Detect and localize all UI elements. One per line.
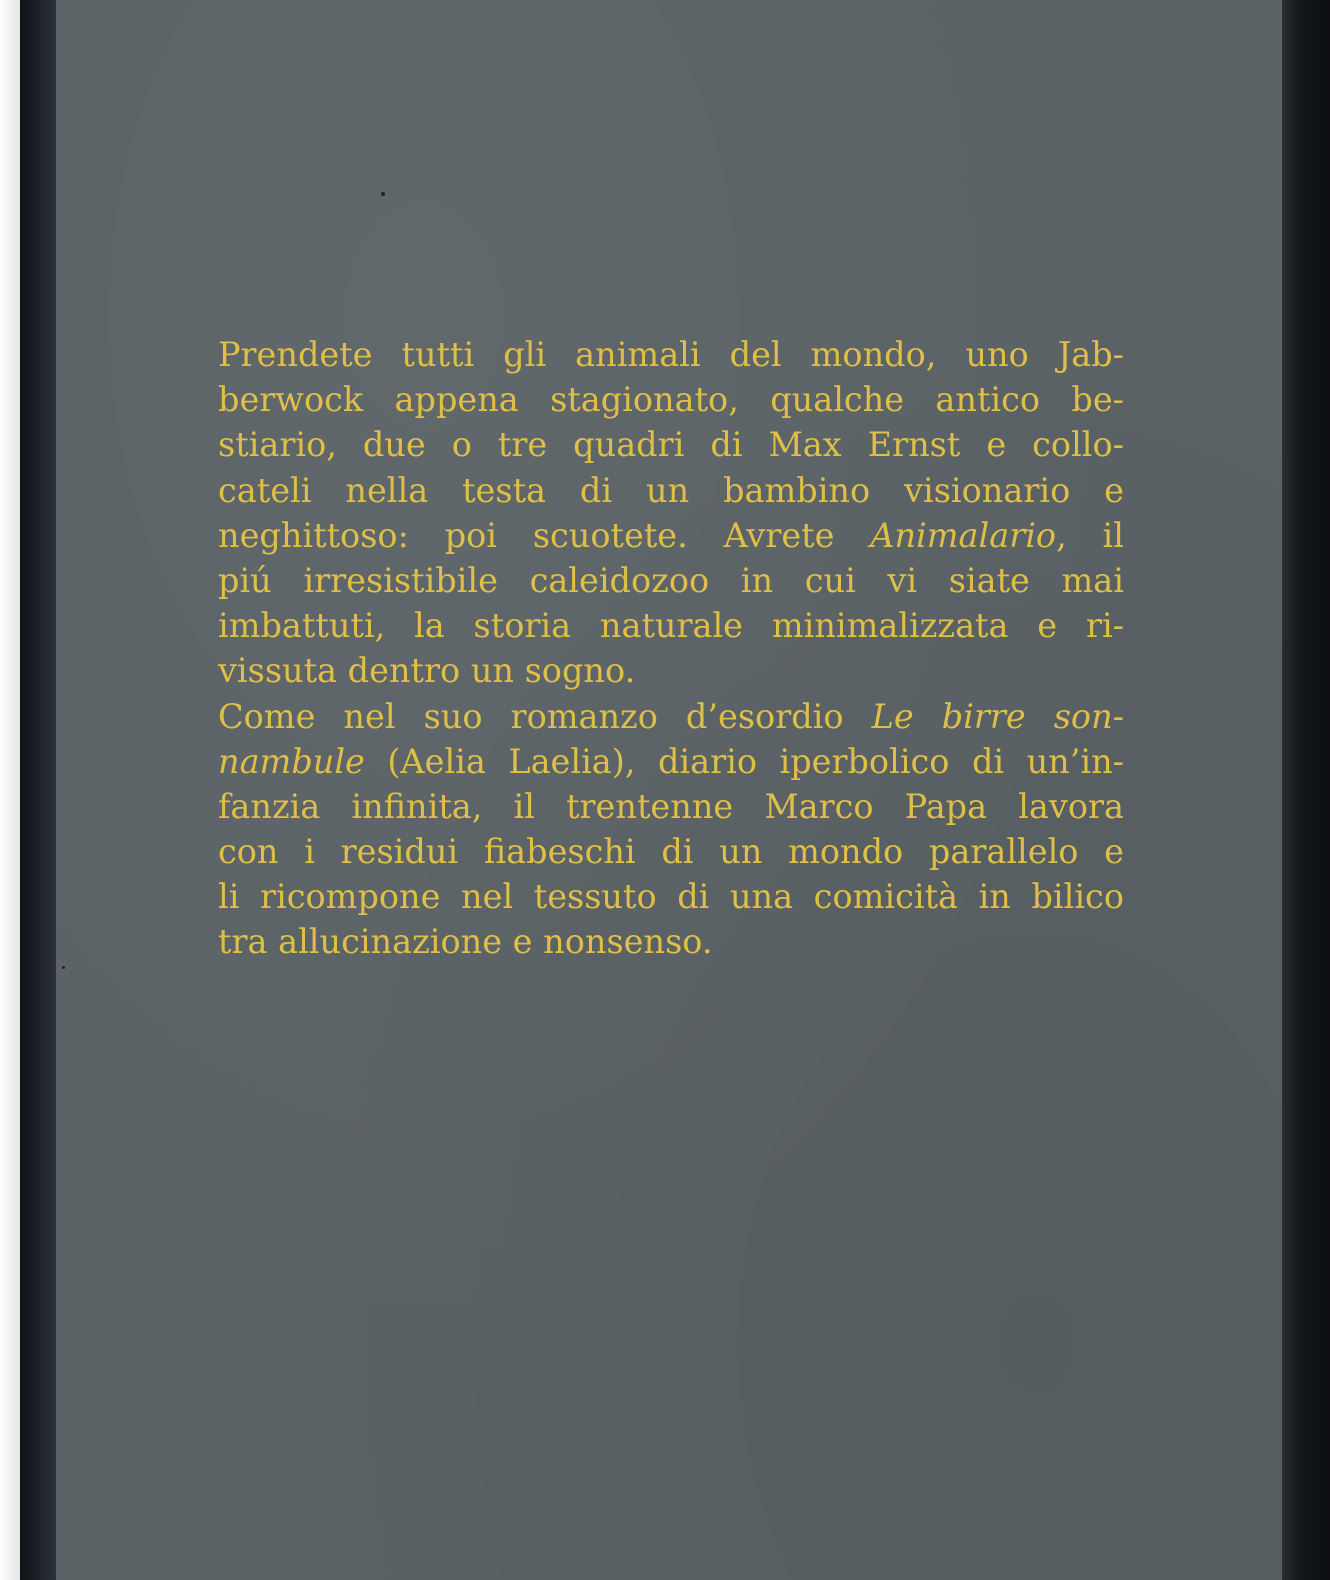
blurb-line: con i residui fiabeschi di un mondo parallelo e [218, 832, 1124, 872]
blurb-line [218, 694, 1124, 739]
blurb-line: li ricompone nel tessuto di una comicità in bilico [218, 877, 1124, 917]
book-spine-edge [20, 0, 58, 1580]
blurb-line: vissuta dentro un sogno. [218, 651, 636, 691]
blurb-text-segment: , il [1056, 515, 1124, 555]
blurb-line: imbattuti, la storia naturale minimalizzata e ri- [218, 606, 1124, 646]
blurb-line [218, 513, 1124, 558]
print-speck [62, 966, 65, 969]
book-title-le-birre-sonnambule: nambule [218, 741, 365, 781]
book-right-edge [1282, 0, 1330, 1580]
blurb-line: berwock appena stagionato, qualche antico be- [218, 380, 1124, 420]
blurb-line: stiario, due o tre quadri di Max Ernst e collo- [218, 425, 1124, 465]
blurb-paragraph-2 [218, 694, 1124, 965]
book-title-animalario: Animalario [870, 515, 1057, 555]
blurb-text [218, 332, 1124, 965]
blurb-line: tra allucinazione e nonsenso. [218, 922, 713, 962]
blurb-line: cateli nella testa di un bambino visionario e [218, 470, 1124, 510]
blurb-paragraph-1 [218, 332, 1124, 694]
blurb-line: piú irresistibile caleidozoo in cui vi siate mai [218, 560, 1124, 600]
blurb-text-segment: Come nel suo romanzo d’esordio [218, 696, 872, 736]
scan-margin [0, 0, 20, 1580]
book-title-le-birre-sonnambule: Le birre son- [871, 696, 1124, 736]
blurb-line: fanzia infinita, il trentenne Marco Papa lavora [218, 786, 1124, 826]
blurb-line [218, 739, 1124, 784]
blurb-text-segment: (Aelia Laelia), diario iperbolico di un’in- [364, 741, 1124, 781]
blurb-line: Prendete tutti gli animali del mondo, uno Jab- [218, 335, 1124, 374]
blurb-text-segment: neghittoso: poi scuotete. Avrete [218, 515, 871, 555]
print-speck [381, 192, 385, 196]
